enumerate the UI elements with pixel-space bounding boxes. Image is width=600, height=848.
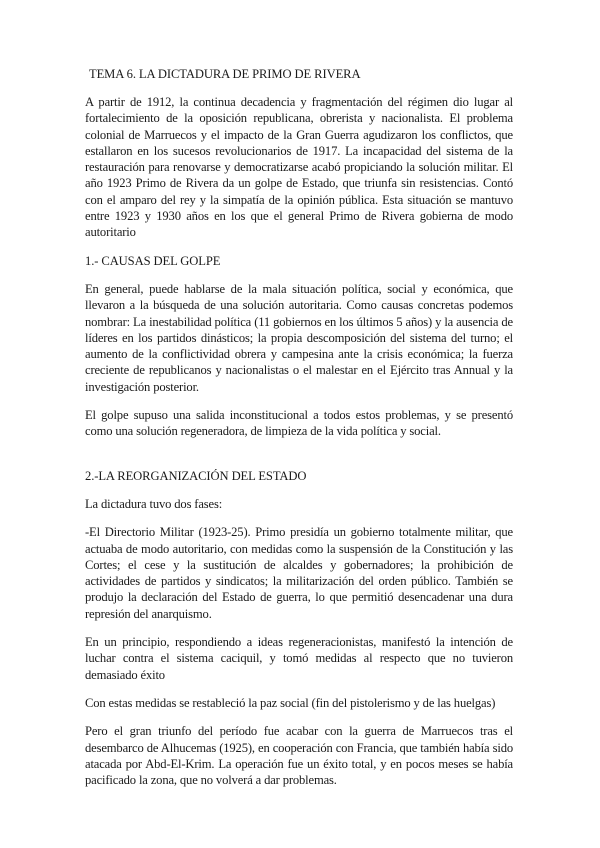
section-2-paragraph: Pero el gran triunfo del período fue acabar con la guerra de Marruecos tras el desembarco de Alhucemas (1925), en cooperación con Francia, que también había sido atacada por Abd-El-Krim. La operación fue un éxito total, y en pocos meses se había pacificado la zona, que no volverá a dar problemas. — [85, 724, 513, 788]
section-2-paragraph: En un principio, respondiendo a ideas regeneracionistas, manifestó la intención de luchar contra el sistema caciquil, y tomó medidas al respecto que no tuvieron demasiado éxito — [85, 635, 513, 682]
section-2-paragraph: Con estas medidas se restableció la paz social (fin del pistolerismo y de las huelgas) — [85, 695, 496, 710]
document-title: TEMA 6. LA DICTADURA DE PRIMO DE RIVERA — [89, 67, 361, 81]
document-page — [85, 66, 513, 800]
section-1-paragraph: En general, puede hablarse de la mala situación política, social y económica, que llevaron a la búsqueda de una solución autoritaria. Como causas concretas podemos nombrar: La inestabilidad política (11 gobiernos en los últimos 5 años) y la ausencia de líderes en los partidos dinásticos; la propia descomposición del sistema del turno; el aumento de la conflictividad obrera y campesina ante la crisis económica; la fuerza creciente de republicanos y nacionalistas o el malestar en el Ejército tras Annual y la investigación posterior. — [85, 281, 513, 394]
section-1-paragraph: El golpe supuso una salida inconstitucional a todos estos problemas, y se presentó como una solución regeneradora, de limpieza de la vida política y social. — [85, 408, 513, 439]
section-2-heading: 2.-LA REORGANIZACIÓN DEL ESTADO — [85, 468, 307, 483]
section-1-heading: 1.- CAUSAS DEL GOLPE — [85, 253, 221, 268]
section-2-paragraph: -El Directorio Militar (1923-25). Primo presidía un gobierno totalmente militar, que actuaba de modo autoritario, con medidas como la suspensión de la Constitución y las Cortes; el cese y la sustitución de alcaldes y gobernadores; la prohibición de actividades de partidos y sindicatos; la militarización del orden público. También se produjo la declaración del Estado de guerra, lo que permitió desencadenar una dura represión del anarquismo. — [85, 525, 513, 621]
intro-paragraph: A partir de 1912, la continua decadencia y fragmentación del régimen dio lugar al fortalecimiento de la oposición republicana, obrerista y nacionalista. El problema colonial de Marruecos y el impacto de la Gran Guerra agudizaron los conflictos, que estallaron en los sucesos revolucionarios de 1917. La incapacidad del sistema de la restauración para renovarse y democratizarse acabó propiciando la solución militar. El año 1923 Primo de Rivera da un golpe de Estado, que triunfa sin resistencias. Contó con el amparo del rey y la simpatía de la opinión pública. Esta situación se mantuvo entre 1923 y 1930 años en los que el general Primo de Rivera gobierna de modo autoritario — [85, 95, 513, 240]
section-2-paragraph: La dictadura tuvo dos fases: — [85, 496, 223, 511]
